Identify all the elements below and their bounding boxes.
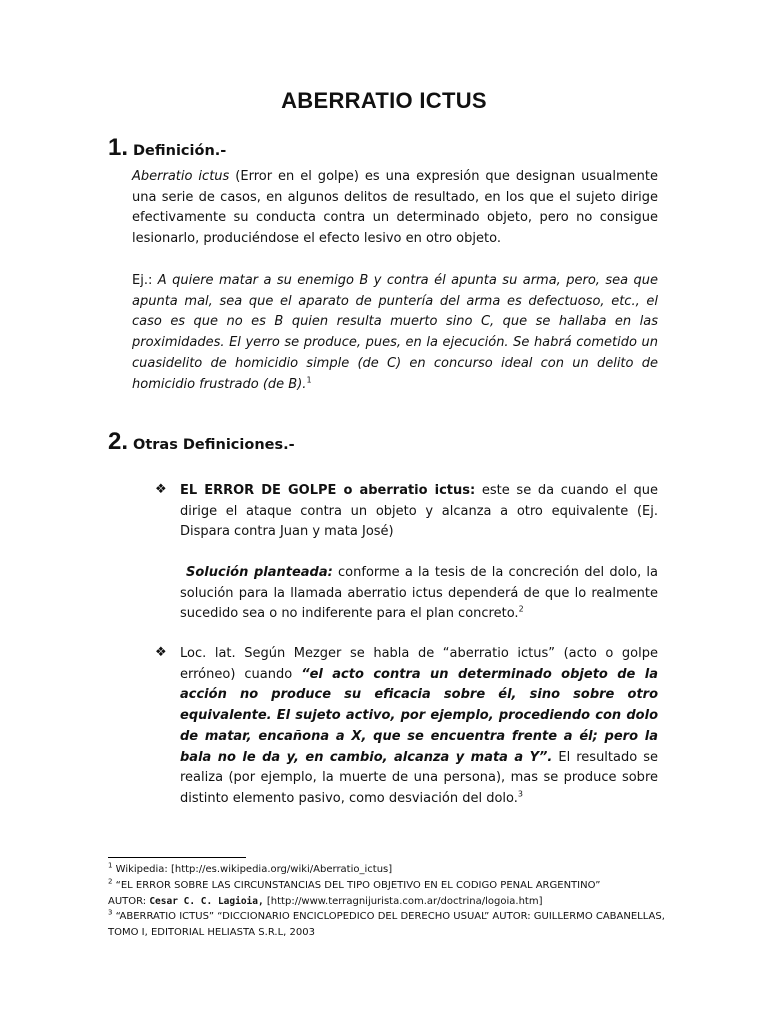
section-title-2: Otras Definiciones.- [133, 437, 295, 453]
section-heading-2 [108, 428, 295, 456]
footnote-number-3: 3 [108, 908, 113, 917]
diamond-bullet-icon: ❖ [155, 482, 167, 497]
document-title: ABERRATIO ICTUS [281, 88, 487, 113]
section-title-1: Definición.- [133, 143, 227, 159]
footnote-2-author-prefix: AUTOR: [108, 895, 150, 907]
mezger-quote: “el acto contra un determinado objeto de la acción no produce su eficacia sobre él, sino sobre otro equivalente. El sujeto activo, por ejemplo, procediendo con dolo de matar, encañona a X, que se encuentra frente a él; pero la bala no le da y, en cambio, alcanza y mata a Y”. [180, 666, 659, 765]
footnote-3 [108, 909, 678, 940]
example-text: A quiere matar a su enemigo B y contra él apunta su arma, pero, sea que apunta mal, sea que el aparato de puntería del arma es defectuoso, etc., el caso es que no es B quien resulta muerto sino C, que se hallaba en las proximidades. El yerro se produce, pues, en la ejecución. Se habrá cometido un cuasidelito de homicidio simple (de C) en concurso ideal con un delito de homicidio frustrado (de B). [132, 273, 658, 392]
footnote-2-text: “EL ERROR SOBRE LAS CIRCUNSTANCIAS DEL TIPO OBJETIVO EN EL CODIGO PENAL ARGENTINO” [112, 880, 601, 891]
footnote-ref-2[interactable]: 2 [518, 605, 524, 615]
section-number-1: 1. [108, 134, 129, 161]
definition-text: (Error en el golpe) es una expresión que designan usualmente una serie de casos, en algunos delitos de resultado, en los que el sujeto dirige efectivamente su conducta contra un determinado objeto, pero no consigue lesionarlo, produciéndose el efecto lesivo en otro objeto. [132, 169, 659, 247]
footnote-ref-3[interactable]: 3 [517, 789, 523, 799]
footnote-number-2: 2 [108, 877, 113, 886]
footnote-2-author: Cesar C. C. Lagioia, [149, 895, 264, 907]
definition-paragraph [132, 167, 658, 250]
footnote-divider [108, 857, 246, 858]
diamond-bullet-icon: ❖ [155, 645, 167, 660]
bullet-1-text: este se da cuando el que dirige el ataque contra un objeto y alcanza a otro equivalente (Ej. Dispara contra Juan y mata José) [180, 483, 658, 540]
footnote-1 [108, 862, 678, 878]
bullet-2-text-end: El resultado se realiza (por ejemplo, la muerte de una persona), mas se produce sobre distinto elemento pasivo, como desviación del dolo. [180, 749, 658, 806]
example-paragraph [132, 271, 658, 395]
footnote-2 [108, 878, 678, 909]
section-number-2: 2. [108, 428, 129, 455]
footnote-1-text[interactable]: Wikipedia: [http://es.wikipedia.org/wiki/Aberratio_ictus] [112, 864, 393, 875]
solution-paragraph [180, 563, 658, 625]
solution-text: conforme a la tesis de la concreción del dolo, la solución para la llamada aberratio ictus dependerá de que lo realmente sucedido sea o no indiferente para el plan concreto. [180, 565, 659, 622]
footnote-2-link[interactable]: [http://www.terragnijurista.com.ar/doctrina/logoia.htm] [263, 895, 543, 907]
footnote-ref-1[interactable]: 1 [306, 375, 312, 385]
footnote-number-1: 1 [108, 861, 113, 870]
section-heading-1 [108, 134, 226, 162]
bullet-2-text-start: Loc. lat. Según Mezger se habla de “aberratio ictus” (acto o golpe erróneo) cuando [180, 646, 658, 682]
solution-label: Solución planteada: [186, 565, 333, 580]
bullet-1-bold: EL ERROR DE GOLPE o aberratio ictus: [180, 483, 476, 498]
footnote-3-text: “ABERRATIO ICTUS” “DICCIONARIO ENCICLOPEDICO DEL DERECHO USUAL” AUTOR: GUILLERMO CABANELLAS, TOMO I, EDITORIAL HELIASTA S.R.L, 2003 [108, 911, 665, 938]
term-aberratio-ictus: Aberratio ictus [132, 169, 230, 184]
example-label: Ej.: [132, 273, 158, 288]
bullet-item-mezger [180, 644, 658, 810]
bullet-item-error-de-golpe [180, 481, 658, 543]
